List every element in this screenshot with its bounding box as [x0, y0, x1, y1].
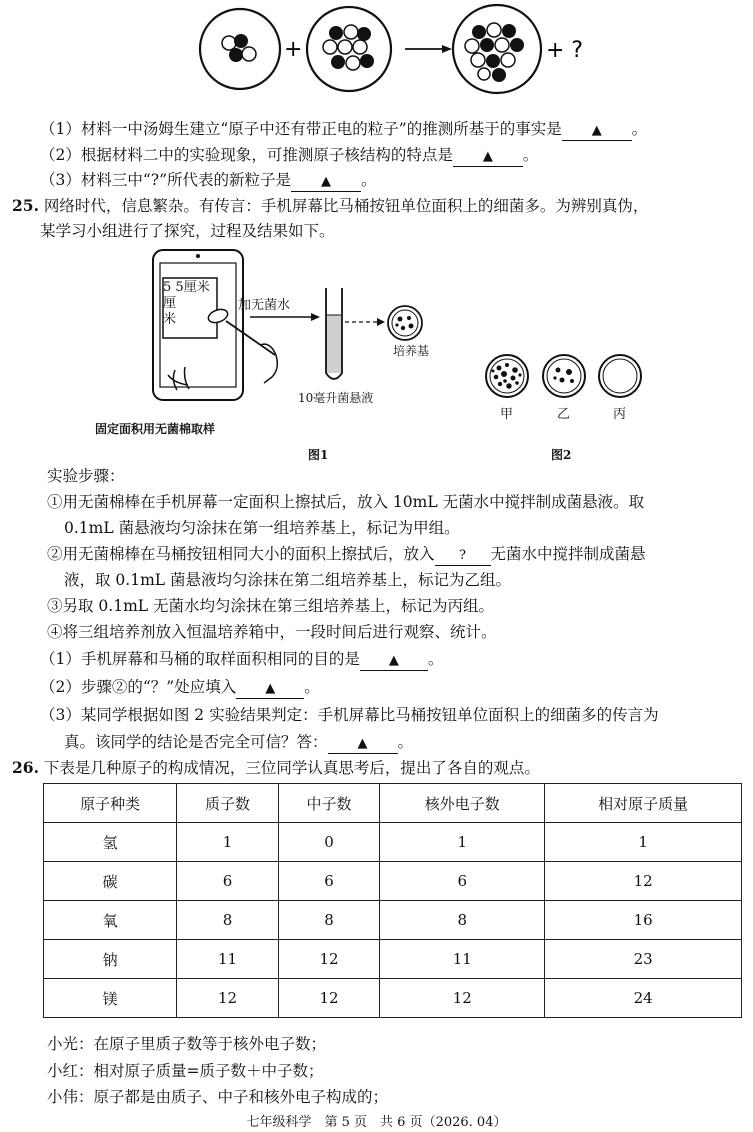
q24-sub1: （1）材料一中汤姆生建立“原子中还有带正电的粒子”的推测所基于的事实是 ▲ 。 — [40, 118, 647, 141]
q25-intro-line1: 25. 网络时代，信息繁杂。有传言：手机屏幕比马桶按钮单位面积上的细菌多。为辨别真伪， — [12, 196, 649, 215]
dish-jia — [486, 355, 528, 397]
step-3: ③另取 0.1mL 无菌水均匀涂抹在第三组培养基上，标记为丙组。 — [47, 597, 494, 615]
q24-sub2: （2）根据材料二中的实验现象，可推测原子核结构的特点是 ▲ 。 — [40, 144, 538, 167]
step-1a: ①用无菌棉棒在手机屏幕一定面积上擦拭后，放入 10mL 无菌水中搅拌制成菌悬液。取 — [47, 493, 645, 511]
particle — [242, 47, 256, 61]
answer-blank[interactable]: ▲ — [291, 173, 361, 192]
step-1b: 0.1mL 菌悬液均匀涂抹在第一组培养基上，标记为甲组。 — [64, 519, 460, 537]
petri-dish-icon — [388, 306, 422, 340]
fig1-dish-label: 培养基 — [393, 344, 430, 358]
dish-label-jia: 甲 — [500, 407, 514, 422]
answer-blank[interactable]: ▲ — [360, 652, 428, 671]
atom-composition-table — [43, 783, 742, 1018]
q24-sub3: （3）材料三中“?”所代表的新粒子是 ▲ 。 — [40, 169, 377, 192]
table-row: 氢 1 0 1 1 — [44, 823, 742, 862]
page-footer: 七年级科学 第 5 页 共 6 页（2026. 04） — [246, 1115, 507, 1130]
step2-blank: ? — [435, 547, 491, 566]
table-header-row — [44, 784, 742, 823]
dish-label-yi: 乙 — [557, 407, 571, 422]
atom-reaction-figure — [0, 0, 753, 110]
question-number: 26. — [12, 758, 39, 777]
table-header: 质子数 — [177, 784, 279, 823]
q25-sub1: （1）手机屏幕和马桶的取样面积相同的目的是 ▲ 。 — [40, 648, 443, 671]
answer-blank[interactable]: ▲ — [236, 680, 304, 699]
fig1-arrow-label: 加无菌水 — [238, 298, 291, 313]
q26-intro: 26. 下表是几种原子的构成情况，三位同学认真思考后，提出了各自的观点。 — [12, 758, 540, 777]
fig1-tube-label: 10毫升菌悬液 — [298, 391, 374, 405]
fig1-phone-label: 固定面积用无菌棉取样 — [95, 422, 216, 436]
particle — [234, 34, 248, 48]
q25-sub3b: 真。该同学的结论是否完全可信？答： ▲ 。 — [64, 731, 413, 754]
fig1-box-labels: 5 5厘米 厘 米 — [163, 280, 210, 327]
answer-blank[interactable]: ▲ — [562, 122, 632, 141]
q25-sub2: （2）步骤②的“？”处应填入 ▲ 。 — [40, 676, 320, 699]
steps-title: 实验步骤： — [47, 467, 125, 485]
step-2a: ②用无菌棉棒在马桶按钮相同大小的面积上擦拭后，放入 ? 无菌水中搅拌制成菌悬 — [47, 543, 646, 566]
view-xiaohong: 小红：相对原子质量=质子数＋中子数； — [47, 1062, 324, 1080]
table-row: 碳 6 6 6 12 — [44, 862, 742, 901]
dish-yi — [543, 355, 585, 397]
step-2b: 液，取 0.1mL 菌悬液均匀涂抹在第二组培养基上，标记为乙组。 — [64, 571, 511, 589]
view-xiaowei: 小伟：原子都是由质子、中子和核外电子构成的； — [47, 1088, 389, 1106]
plus-sign: + — [284, 37, 303, 62]
answer-blank[interactable]: ▲ — [453, 148, 523, 167]
q25-sub3a: （3）某同学根据如图 2 实验结果判定：手机屏幕比马桶按钮单位面积上的细菌多的传言为 — [40, 706, 659, 724]
atom-circle-1 — [200, 9, 280, 89]
table-header: 原子种类 — [44, 784, 177, 823]
table-header: 核外电子数 — [380, 784, 545, 823]
answer-blank[interactable]: ▲ — [328, 735, 398, 754]
fig2-caption: 图2 — [551, 448, 572, 462]
particle — [229, 48, 243, 62]
table-row: 镁 12 12 12 24 — [44, 979, 742, 1018]
table-header: 中子数 — [278, 784, 380, 823]
view-xiaoguang: 小光：在原子里质子数等于核外电子数； — [47, 1035, 327, 1053]
question-number: 25. — [12, 196, 39, 215]
step-4: ④将三组培养剂放入恒温培养箱中，一段时间后进行观察、统计。 — [47, 623, 497, 641]
table-row: 氧 8 8 8 16 — [44, 901, 742, 940]
fig1-caption: 图1 — [308, 448, 329, 462]
plus-question: + ? — [546, 38, 584, 63]
q25-intro-line2: 某学习小组进行了探究，过程及结果如下。 — [40, 222, 335, 240]
table-row: 钠 11 12 11 23 — [44, 940, 742, 979]
table-header: 相对原子质量 — [545, 784, 742, 823]
dish-bing — [599, 355, 641, 397]
particle — [222, 36, 236, 50]
dish-label-bing: 丙 — [613, 407, 627, 422]
figure-2 — [480, 350, 650, 400]
